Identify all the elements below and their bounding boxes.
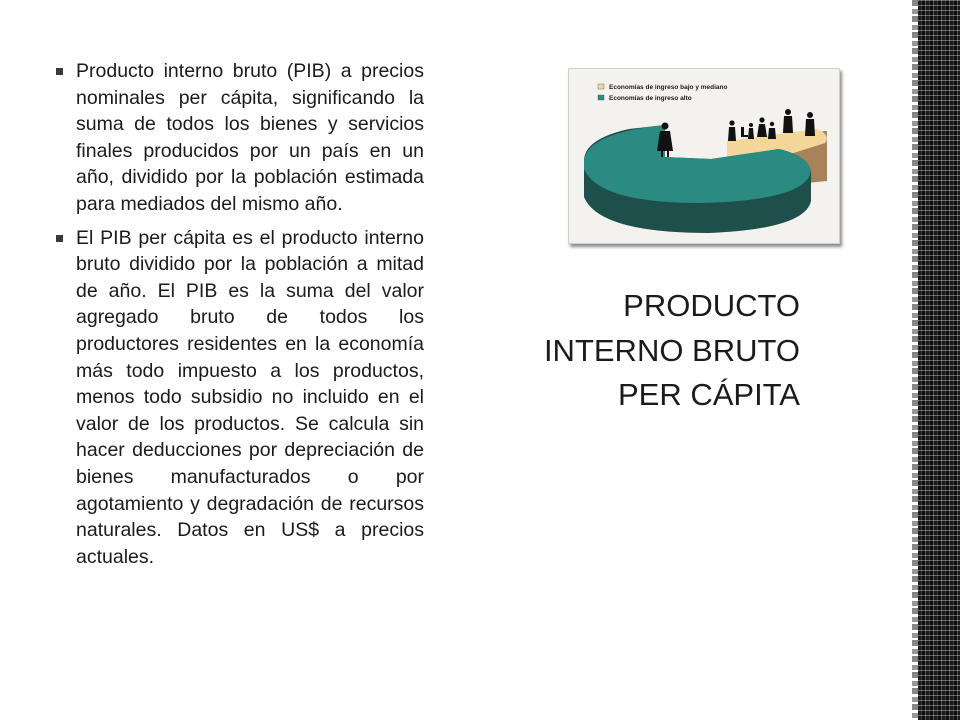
bullet-list	[56, 58, 424, 577]
legend-swatch-low-middle	[598, 84, 604, 89]
bullet-item	[56, 58, 424, 218]
bullet-item	[56, 225, 424, 571]
bullet-text: Producto interno bruto (PIB) a precios nominales per cápita, significando la suma de todos los bienes y servicios finales producidos por un país en un año, dividido por la población estimada para mediados del mismo año.	[76, 60, 424, 215]
slide-title	[530, 284, 800, 418]
square-bullet-icon	[56, 68, 63, 75]
title-line: PER CÁPITA	[617, 377, 800, 412]
legend-swatch-high	[598, 95, 604, 100]
square-bullet-icon	[56, 235, 63, 242]
title-line: INTERNO BRUTO	[543, 332, 800, 368]
legend-label-low-middle: Economías de ingreso bajo y mediano	[609, 84, 728, 91]
pie-chart-illustration	[569, 69, 839, 243]
title-line: PRODUCTO	[623, 288, 800, 323]
right-edge-border	[918, 0, 960, 720]
pie-chart-image	[568, 68, 840, 244]
legend-label-high: Economías de ingreso alto	[609, 95, 692, 102]
bullet-text: El PIB per cápita es el producto interno bruto dividido por la población a mitad de año. El PIB es la suma del valor agregado bruto de todos los productores residentes en la economía más todo impuesto a los productos, menos todo subsidio no incluido en el valor de los productos. Se calcula sin hacer deducciones por depreciación de bienes manufacturados o por agotamiento y degradación de recursos naturales. Datos en US$ a precios actuales.	[76, 226, 424, 568]
